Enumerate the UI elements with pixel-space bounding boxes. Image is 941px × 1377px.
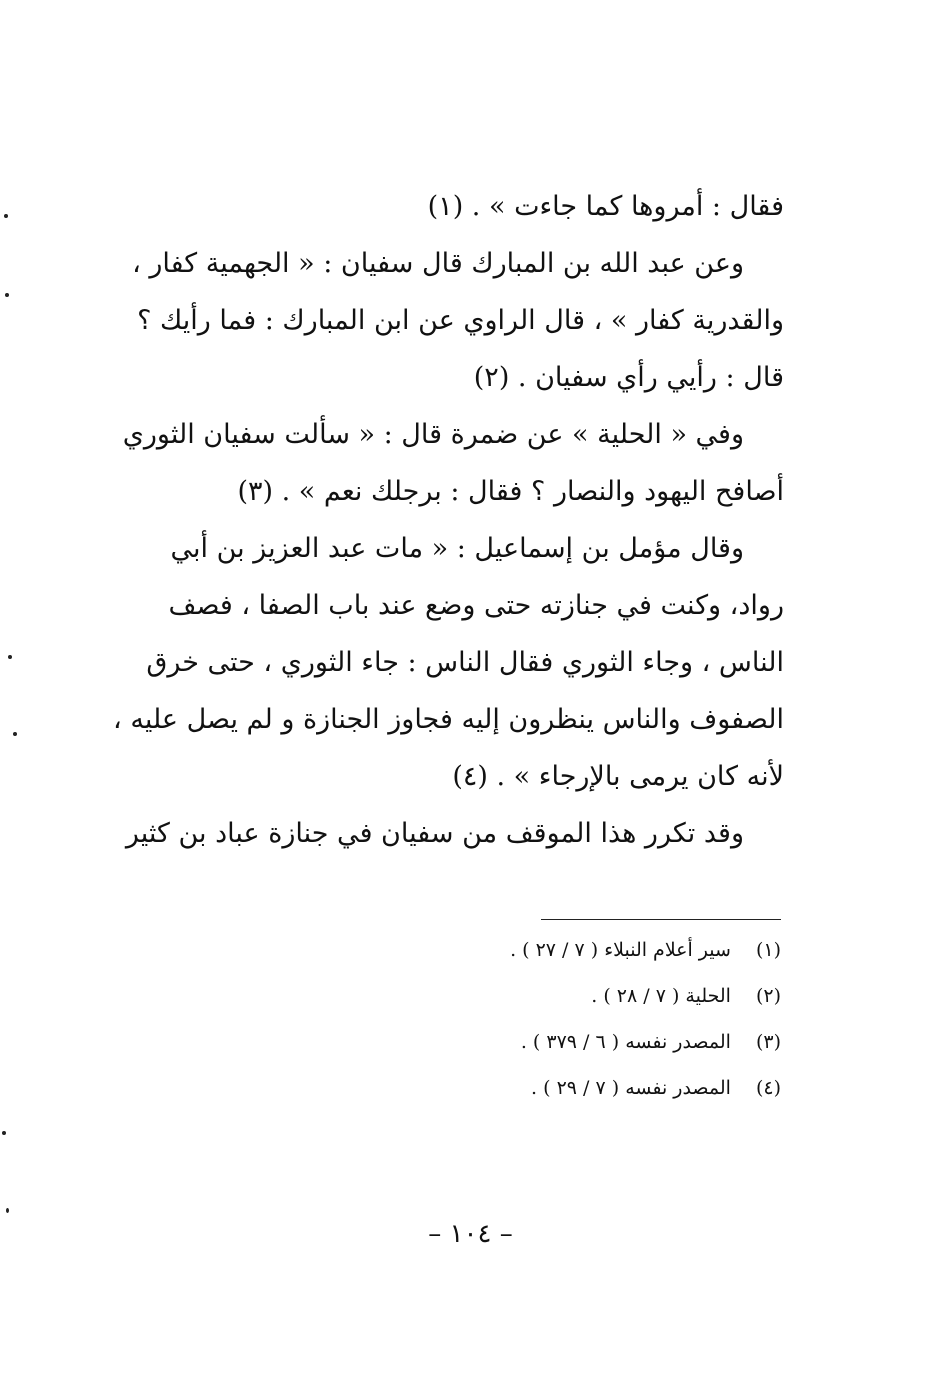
text-line: قال : رأيي رأي سفيان . (٢) xyxy=(473,362,784,393)
footnote xyxy=(510,1019,781,1065)
text-line: وقد تكرر هذا الموقف من سفيان في جنازة عباد بن كثير xyxy=(125,818,744,849)
text-line: والقدرية كفار » ، قال الراوي عن ابن المبارك : فما رأيك ؟ xyxy=(137,305,784,336)
text-line: الناس ، وجاء الثوري فقال الناس : جاء الثوري ، حتى خرق xyxy=(146,647,784,678)
footnotes xyxy=(510,927,781,1111)
footnote xyxy=(510,973,781,1019)
body-text xyxy=(113,178,784,862)
footnote xyxy=(510,1065,781,1111)
scan-speck xyxy=(4,214,8,218)
scan-speck xyxy=(8,655,12,659)
text-line: وقال مؤمل بن إسماعيل : « مات عبد العزيز بن أبي xyxy=(170,533,744,564)
footnote-text: الحلية ( ٧ / ٢٨ ) . xyxy=(591,985,731,1007)
footnote-number: (٤) xyxy=(755,1077,781,1099)
scan-speck xyxy=(5,293,9,297)
text-line: فقال : أمروها كما جاءت » . (١) xyxy=(427,191,784,222)
footnote xyxy=(510,927,781,973)
text-line: أصافح اليهود والنصار ؟ فقال : برجلك نعم » . (٣) xyxy=(237,476,784,507)
scan-speck xyxy=(2,1131,6,1135)
scan-speck xyxy=(6,1208,9,1213)
text-line: رواد، وكنت في جنازته حتى وضع عند باب الصفا ، فصف xyxy=(168,590,784,621)
page-number: – ١٠٤ – xyxy=(428,1219,513,1249)
text-line: وفي « الحلية » عن ضمرة قال : « سألت سفيان الثوري xyxy=(122,419,744,450)
footnote-number: (٢) xyxy=(755,985,781,1007)
text-line: الصفوف والناس ينظرون إليه فجاوز الجنازة و لم يصل عليه ، xyxy=(113,704,784,735)
footnote-text: المصدر نفسه ( ٧ / ٢٩ ) . xyxy=(531,1077,731,1099)
scan-speck xyxy=(13,732,17,736)
footnote-number: (١) xyxy=(755,939,781,961)
text-line: وعن عبد الله بن المبارك قال سفيان : « الجهمية كفار ، xyxy=(132,248,744,279)
text-line: لأنه كان يرمى بالإرجاء » . (٤) xyxy=(452,761,784,792)
footnote-text: سير أعلام النبلاء ( ٧ / ٢٧ ) . xyxy=(510,939,731,961)
footnote-number: (٣) xyxy=(755,1031,781,1053)
footnote-text: المصدر نفسه ( ٦ / ٣٧٩ ) . xyxy=(520,1031,731,1053)
footnote-separator xyxy=(541,919,781,920)
